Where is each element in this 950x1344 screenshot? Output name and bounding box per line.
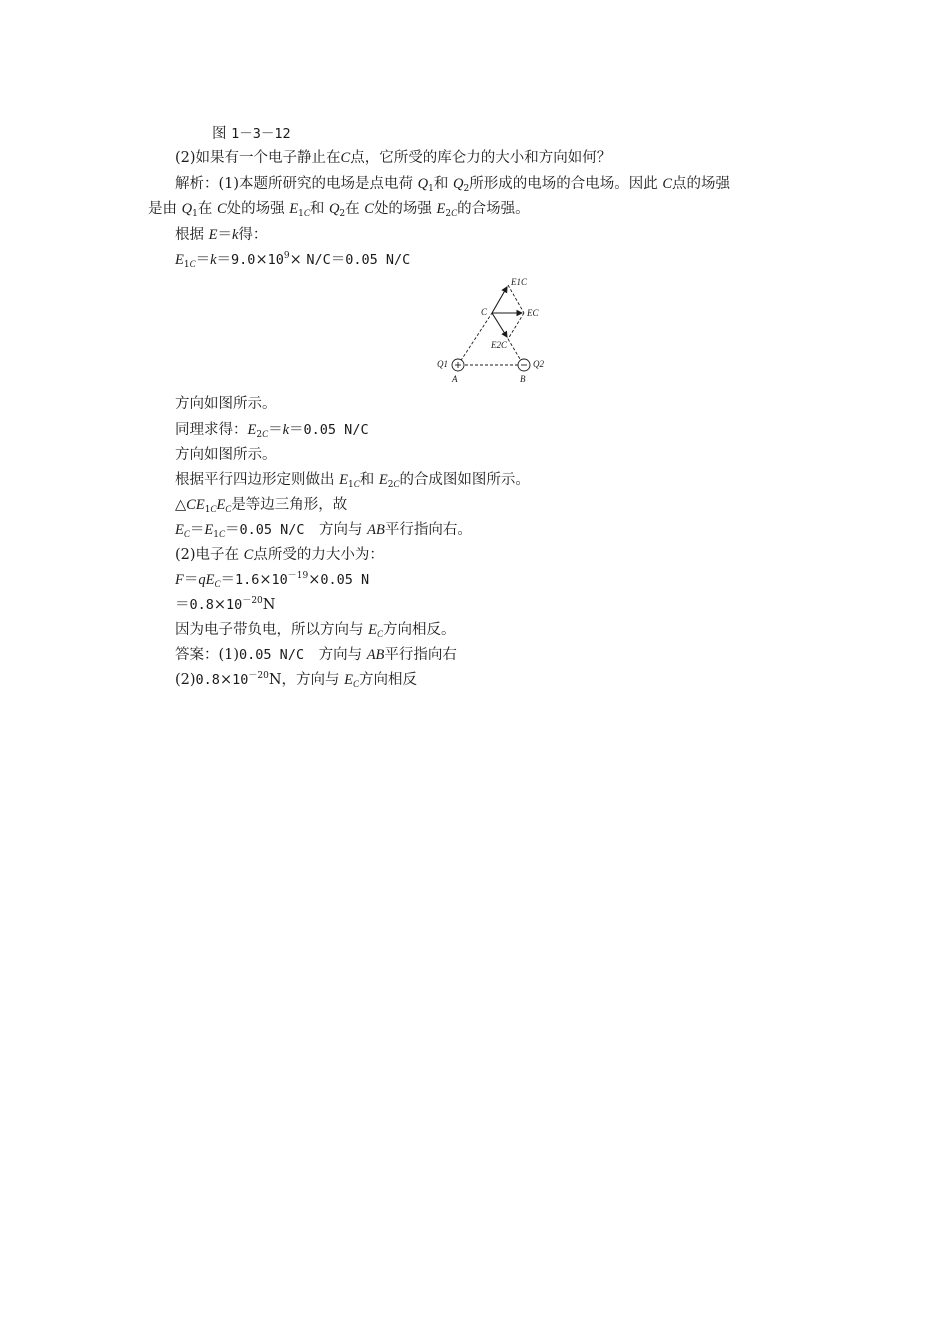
dashed-line-ac	[458, 313, 492, 365]
label-q1: Q1	[437, 359, 448, 369]
answer-1: 答案：(1)0.05 N/C 方向与 AB平行指向右	[175, 647, 457, 663]
label-b: B	[520, 374, 526, 384]
figure-caption: 图 1－3－12	[212, 126, 291, 142]
answer-2: $(2)0.8\times 10^{-20}N$，方向与 $E_C$方向相反	[175, 671, 417, 689]
label-e1c: E1C	[511, 277, 528, 287]
triangle-line: $\triangle CE_{1C}E_C$是等边三角形，故	[175, 497, 348, 515]
dashed-line-e1c-ec	[508, 285, 524, 313]
parallelogram-rule: 根据平行四边形定则做出 $E_{1C}$和 $E_{2C}$的合成图如图所示。	[175, 472, 530, 490]
ec-result: $E_C=E_{1C}=0.05$ N/C 方向与 AB平行指向右。	[175, 522, 472, 540]
analysis-line-1: 解析：(1)本题所研究的电场是点电荷 $Q_1$和 $Q_2$所形成的电场的合电场。因此 C点的场强	[175, 176, 730, 194]
label-e2c: E2C	[491, 340, 508, 350]
e2c-vector	[492, 313, 507, 337]
formula-intro: 根据 E＝k得：	[175, 227, 268, 243]
label-q2: Q2	[533, 359, 544, 369]
electric-field-diagram	[430, 273, 555, 388]
direction-shown-2: 方向如图所示。	[175, 447, 277, 463]
label-a: A	[452, 374, 458, 384]
e2c-calc: 同理求得：$E_{2C}=k=0.05$ N/C	[175, 422, 369, 440]
dashed-line-ec-e2c	[508, 313, 524, 339]
analysis-line-2: 是由 $Q_1$在 C处的场强 $E_{1C}$和 $Q_2$在 C处的场强 $E_{2C}$的合场强。	[148, 201, 530, 219]
e1c-calc: $E_{1C}=k=9.0\times 10^9\times N/C=0.05$ N/C	[175, 251, 411, 270]
direction-shown-1: 方向如图所示。	[175, 396, 277, 412]
force-direction: 因为电子带负电，所以方向与 $E_C$方向相反。	[175, 622, 456, 639]
force-result: $=0.8\times 10^{-20}N$	[175, 596, 276, 613]
part2-intro: (2)电子在 C点所受的力大小为：	[175, 547, 384, 563]
label-c: C	[481, 307, 488, 317]
question-2: (2)如果有一个电子静止在C点，它所受的库仑力的大小和方向如何？	[175, 150, 612, 166]
e1c-vector	[492, 287, 507, 313]
label-ec: EC	[527, 308, 539, 318]
force-calc: $F=qE_C=1.6\times 10^{-19}\times 0.05$ N	[175, 571, 370, 589]
dashed-line-e2c-b	[508, 339, 520, 359]
